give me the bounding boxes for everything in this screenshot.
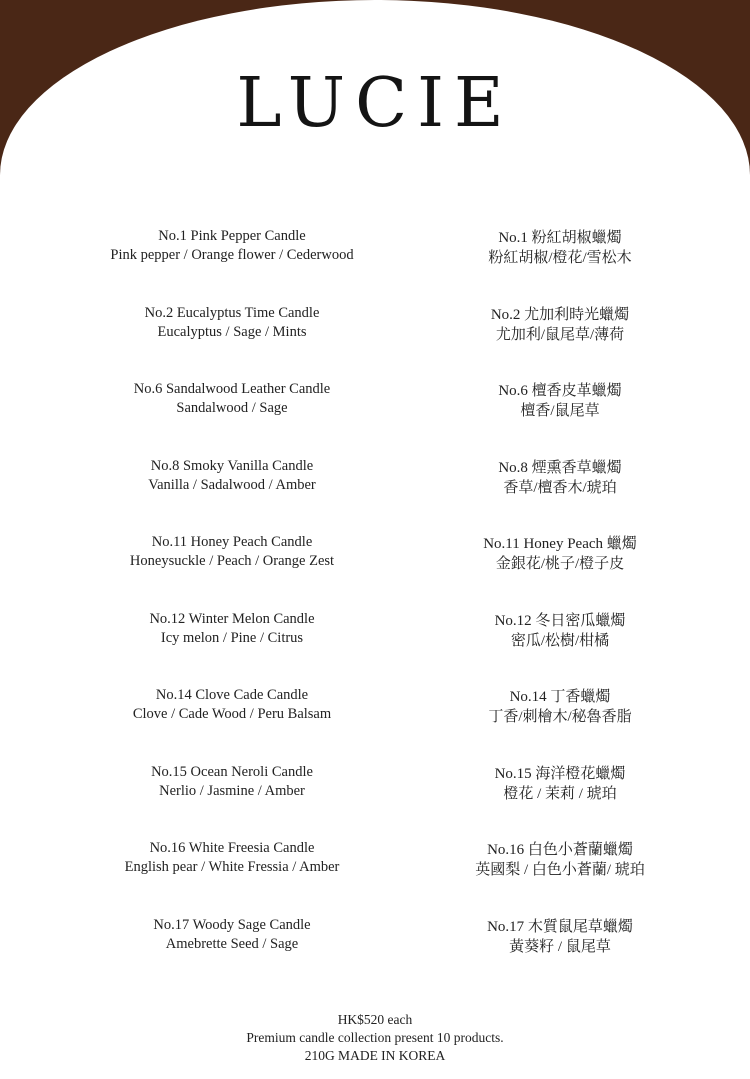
- product-notes: Icy melon / Pine / Citrus: [160, 629, 304, 646]
- product-name: No.15 Ocean Neroli Candle: [151, 763, 313, 780]
- product-row: [0, 227, 750, 304]
- product-row: [0, 763, 750, 840]
- product-english: [72, 916, 392, 954]
- product-chinese: [400, 764, 720, 804]
- product-english: [72, 610, 392, 648]
- product-name: No.17 Woody Sage Candle: [153, 916, 311, 933]
- product-row: [0, 686, 750, 763]
- product-english: [72, 304, 392, 342]
- product-english: [72, 763, 392, 801]
- product-notes: English pear / White Fressia / Amber: [124, 859, 340, 875]
- product-notes: Amebrette Seed / Sage: [165, 935, 299, 952]
- product-chinese: [400, 611, 720, 651]
- product-name: No.2 Eucalyptus Time Candle: [144, 304, 320, 321]
- product-row: [0, 610, 750, 687]
- product-row: [0, 533, 750, 610]
- product-notes-zh: 尤加利/鼠尾草/薄荷: [495, 326, 625, 343]
- product-name-zh: No.1 粉紅胡椒蠟燭: [498, 230, 622, 246]
- product-notes: Pink pepper / Orange flower / Cederwood: [110, 247, 354, 263]
- product-notes-zh: 粉紅胡椒/橙花/雪松木: [488, 250, 632, 266]
- product-notes-zh: 橙花 / 茉莉 / 琥珀: [503, 785, 617, 802]
- brand-logo: LUCIE: [236, 64, 514, 143]
- product-notes: Nerlio / Jasmine / Amber: [159, 782, 305, 799]
- product-name: No.11 Honey Peach Candle: [151, 534, 313, 550]
- product-name: No.14 Clove Cade Candle: [155, 687, 309, 703]
- product-chinese: [400, 228, 720, 268]
- product-chinese: [400, 840, 720, 880]
- product-name-zh: No.12 冬日密瓜蠟燭: [494, 612, 626, 629]
- product-chinese: [400, 305, 720, 345]
- product-name-zh: No.6 檀香皮革蠟燭: [498, 383, 622, 399]
- product-notes-zh: 金銀花/桃子/橙子皮: [495, 556, 625, 572]
- product-notes-zh: 密瓜/松樹/柑橘: [510, 632, 610, 649]
- product-name-zh: No.15 海洋橙花蠟燭: [494, 765, 626, 782]
- product-name-zh: No.11 Honey Peach 蠟燭: [483, 536, 637, 552]
- product-chinese: [400, 458, 720, 498]
- product-row: [0, 457, 750, 534]
- product-notes-zh: 丁香/刺檜木/秘魯香脂: [488, 709, 632, 725]
- product-notes-zh: 黃葵籽 / 鼠尾草: [509, 938, 611, 955]
- collection-text: Premium candle collection present 10 products.: [246, 1030, 504, 1045]
- product-name-zh: No.14 丁香蠟燭: [509, 689, 611, 705]
- product-row: [0, 916, 750, 993]
- product-name-zh: No.17 木質鼠尾草蠟燭: [487, 918, 633, 935]
- product-notes: Sandalwood / Sage: [176, 400, 288, 416]
- product-notes: Honeysuckle / Peach / Orange Zest: [129, 553, 335, 569]
- product-chinese: [400, 534, 720, 574]
- product-english: [72, 839, 392, 877]
- product-notes-zh: 香草/檀香木/琥珀: [503, 479, 617, 496]
- product-notes: Eucalyptus / Sage / Mints: [157, 323, 307, 340]
- product-name-zh: No.8 煙熏香草蠟燭: [498, 459, 622, 476]
- product-name: No.12 Winter Melon Candle: [149, 610, 315, 627]
- product-notes-zh: 英國梨 / 白色小蒼蘭/ 琥珀: [475, 862, 645, 878]
- product-english: [72, 686, 392, 724]
- product-name: No.16 White Freesia Candle: [149, 840, 315, 856]
- product-name-zh: No.2 尤加利時光蠟燭: [490, 306, 630, 323]
- product-name: No.6 Sandalwood Leather Candle: [133, 381, 331, 397]
- footer: [0, 1011, 750, 1065]
- product-row: [0, 839, 750, 916]
- product-chinese: [400, 687, 720, 727]
- product-row: [0, 380, 750, 457]
- product-english: [72, 227, 392, 265]
- price-text: HK$520 each: [337, 1012, 413, 1027]
- product-notes: Vanilla / Sadalwood / Amber: [148, 476, 316, 493]
- product-name: No.1 Pink Pepper Candle: [158, 228, 306, 244]
- product-chinese: [400, 381, 720, 421]
- product-english: [72, 457, 392, 495]
- product-name-zh: No.16 白色小蒼蘭蠟燭: [487, 842, 633, 858]
- product-english: [72, 380, 392, 418]
- product-list: [0, 227, 750, 992]
- product-row: [0, 304, 750, 381]
- origin-text: 210G MADE IN KOREA: [304, 1048, 446, 1063]
- product-name: No.8 Smoky Vanilla Candle: [150, 457, 314, 474]
- product-notes-zh: 檀香/鼠尾草: [520, 403, 600, 419]
- product-chinese: [400, 917, 720, 957]
- product-notes: Clove / Cade Wood / Peru Balsam: [132, 706, 332, 722]
- product-english: [72, 533, 392, 571]
